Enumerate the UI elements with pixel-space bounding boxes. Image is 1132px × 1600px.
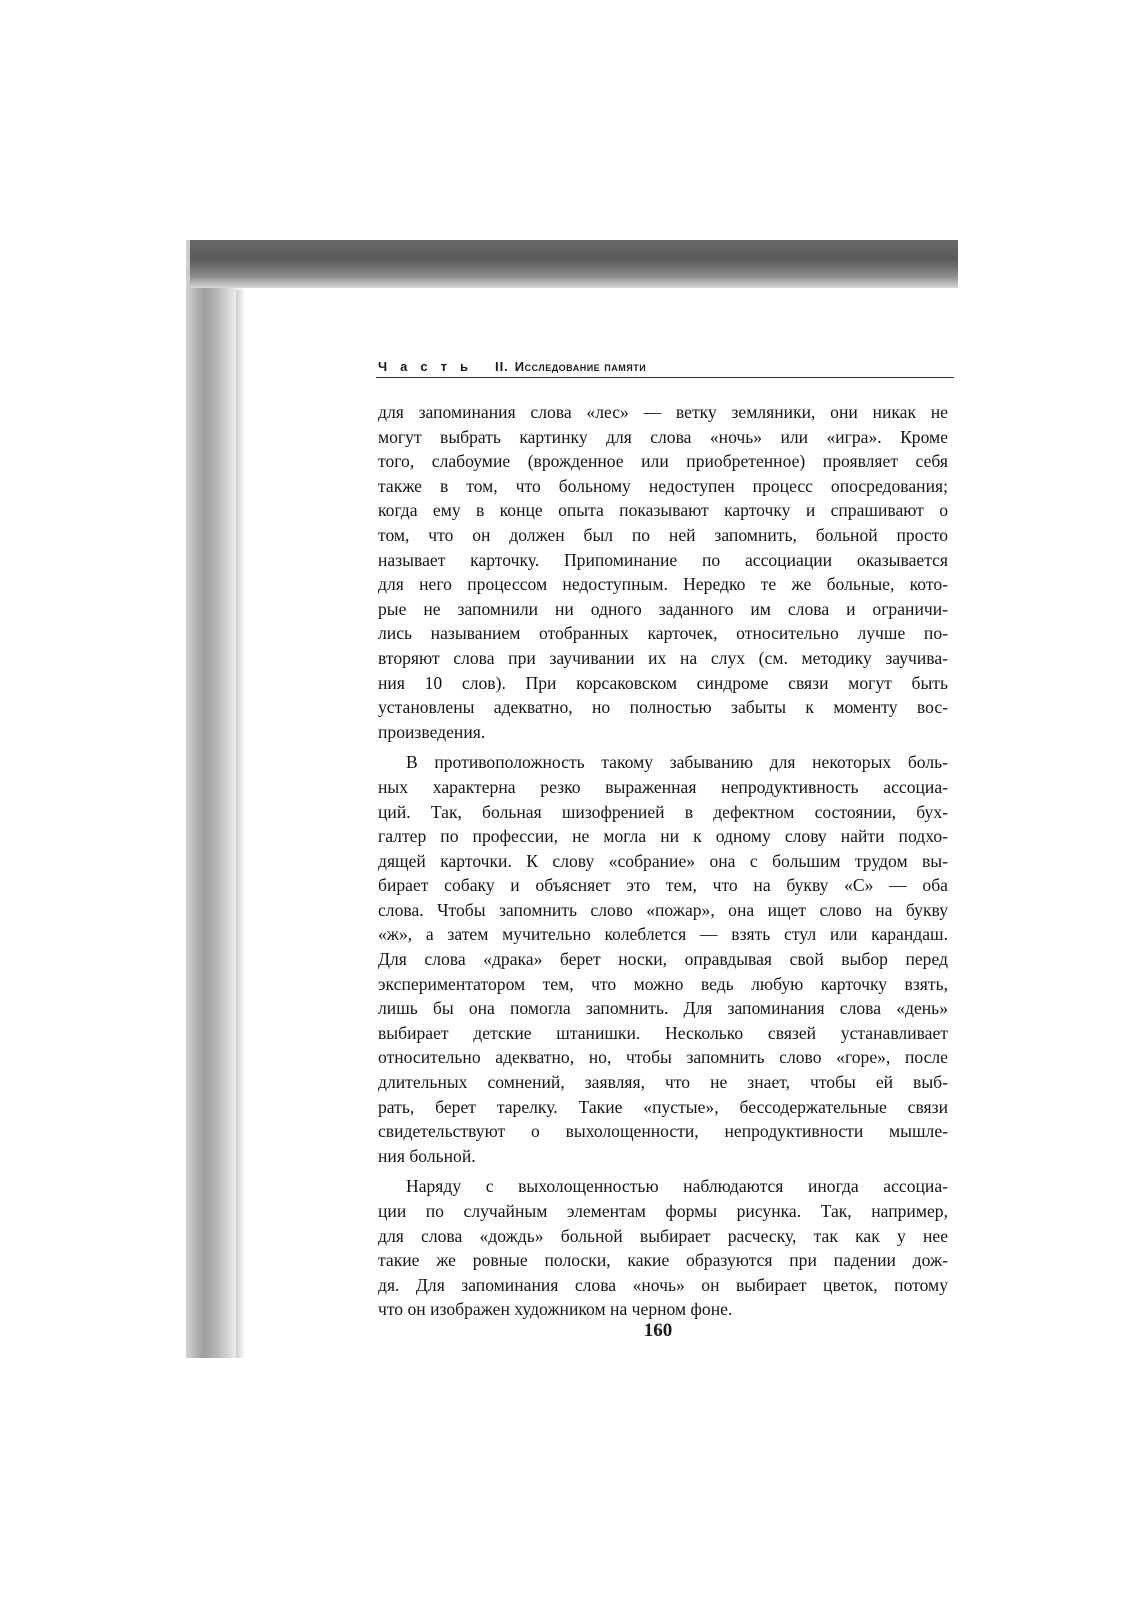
text-line: также в том, что больному недоступен процесс опосредования; bbox=[378, 475, 948, 496]
text-line: бирает собаку и объясняет это тем, что на букву «С» — оба bbox=[378, 875, 948, 896]
text-line: том, что он должен был по ней запомнить, больной просто bbox=[378, 524, 948, 545]
text-line: ния больной. bbox=[378, 1145, 476, 1166]
text-line: что он изображен художником на черном фоне. bbox=[378, 1299, 733, 1320]
text-line: Наряду с выхолощенностью наблюдаются иногда ассоциа- bbox=[406, 1176, 948, 1197]
text-line: В противоположность такому забыванию для некоторых боль- bbox=[406, 752, 948, 773]
text-line: «ж», а затем мучительно колеблется — взять стул или карандаш. bbox=[378, 924, 948, 945]
text-line: лишь бы она помогла запомнить. Для запоминания слова «день» bbox=[378, 998, 948, 1019]
text-line: ных характерна резко выраженная непродуктивность ассоциа- bbox=[378, 776, 948, 797]
text-line: ции по случайным элементам формы рисунка. Так, например, bbox=[378, 1201, 948, 1221]
text-line: рые не запомнили ни одного заданного им слова и ограничи- bbox=[378, 598, 948, 619]
text-line: слова. Чтобы запомнить слово «пожар», она ищет слово на букву bbox=[378, 899, 948, 920]
text-line: такие же ровные полоски, какие образуются при падении дож- bbox=[378, 1250, 948, 1271]
text-line: установлены адекватно, но полностью забыты к моменту вос- bbox=[378, 697, 948, 718]
running-head-title: Исследование памяти bbox=[514, 359, 647, 374]
running-head bbox=[378, 359, 952, 383]
text-line: экспериментатором тем, что можно ведь любую карточку взять, bbox=[378, 973, 948, 994]
text-line: ния 10 слов). При корсаковском синдроме связи могут быть bbox=[378, 672, 948, 693]
text-line: для него процессом недоступным. Нередко те же больные, кото- bbox=[378, 574, 948, 595]
text-line: относительно адекватно, но, чтобы запомнить слово «горе», после bbox=[378, 1047, 948, 1068]
text-line: для слова «дождь» больной выбирает расческу, так как у нее bbox=[378, 1225, 948, 1246]
text-line: лись называнием отобранных карточек, относительно лучше по- bbox=[378, 623, 948, 644]
text-line: произведения. bbox=[378, 721, 486, 742]
text-line: называет карточку. Припоминание по ассоциации оказывается bbox=[378, 549, 948, 570]
text-line: галтер по профессии, не могла ни к одному слову найти подхо- bbox=[378, 826, 948, 847]
text-line: для запоминания слова «лес» — ветку земляники, они никак не bbox=[378, 402, 948, 422]
text-line: того, слабоумие (врожденное или приобретенное) проявляет себя bbox=[378, 451, 948, 472]
text-line: длительных сомнений, заявляя, что не знает, чтобы ей выб- bbox=[378, 1072, 948, 1093]
text-line: вторяют слова при заучивании их на слух (см. методику заучива- bbox=[378, 647, 948, 668]
text-line: дя. Для запоминания слова «ночь» он выбирает цветок, потому bbox=[378, 1274, 948, 1295]
text-line: дящей карточки. К слову «собрание» она с большим трудом вы- bbox=[378, 850, 948, 871]
text-line: могут выбрать картинку для слова «ночь» или «игра». Кроме bbox=[378, 426, 948, 447]
text-line: выбирает детские штанишки. Несколько связей устанавливает bbox=[378, 1022, 948, 1043]
page-number: 160 bbox=[643, 1320, 673, 1341]
text-line: свидетельствуют о выхолощенности, непродуктивности мышле- bbox=[378, 1121, 948, 1142]
header-rule bbox=[376, 377, 954, 378]
body-text bbox=[378, 400, 948, 1322]
running-head-part-number: II. bbox=[494, 359, 509, 374]
text-line: рать, берет тарелку. Такие «пустые», бессодержательные связи bbox=[378, 1096, 948, 1117]
text-line: Для слова «драка» берет носки, оправдывая свой выбор перед bbox=[378, 949, 948, 970]
scan-top-shadow bbox=[190, 240, 958, 288]
running-head-part-word: Часть bbox=[378, 359, 481, 374]
text-line: ций. Так, больная шизофренией в дефектном состоянии, бух- bbox=[378, 801, 948, 822]
page-edge-shadow bbox=[236, 290, 244, 1358]
text-line: когда ему в конце опыта показывают карточку и спрашивают о bbox=[378, 500, 948, 521]
